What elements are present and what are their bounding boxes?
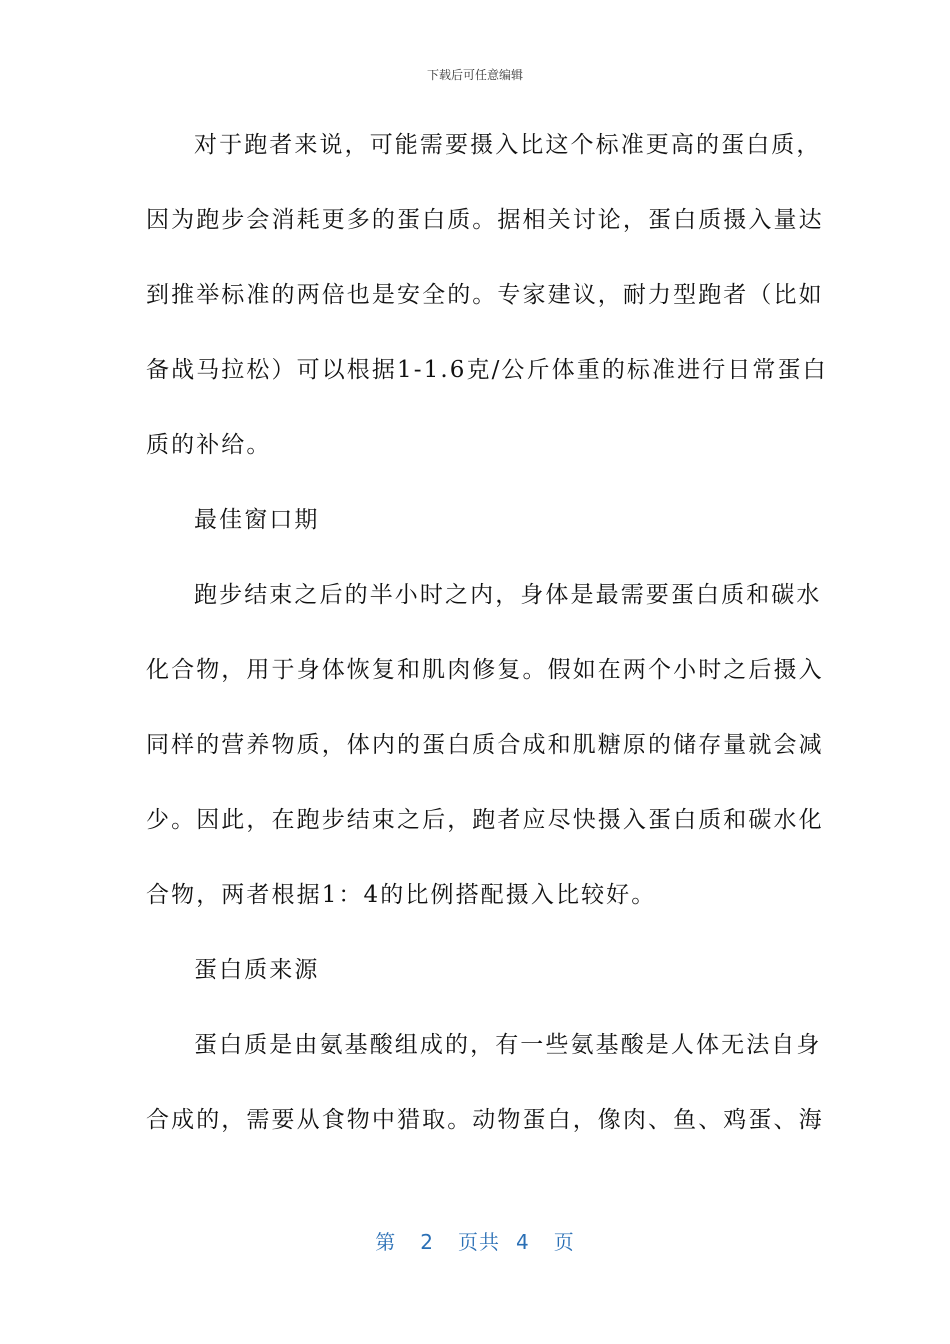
total-pages-number: 4	[516, 1230, 530, 1254]
paragraph-line: 同样的营养物质，体内的蛋白质合成和肌糖原的储存量就会减	[146, 732, 824, 758]
paragraph-line: 合物，两者根据1：4的比例搭配摄入比较好。	[146, 882, 657, 908]
page-middle: 页共	[458, 1230, 500, 1254]
paragraph-line: 质的补给。	[146, 432, 272, 458]
paragraph-line: 因为跑步会消耗更多的蛋白质。据相关讨论，蛋白质摄入量达	[146, 207, 824, 233]
page-footer	[0, 1226, 950, 1255]
paragraph-line: 到推举标准的两倍也是安全的。专家建议，耐力型跑者（比如	[146, 282, 824, 308]
paragraph-line: 备战马拉松）可以根据1-1.6克/公斤体重的标准进行日常蛋白	[146, 357, 828, 383]
paragraph-line: 少。因此，在跑步结束之后，跑者应尽快摄入蛋白质和碳水化	[146, 807, 824, 833]
page-suffix: 页	[553, 1230, 575, 1254]
page-header: 下载后可任意编辑	[426, 68, 523, 82]
paragraph-line: 化合物，用于身体恢复和肌肉修复。假如在两个小时之后摄入	[146, 657, 824, 683]
paragraph-line: 对于跑者来说，可能需要摄入比这个标准更高的蛋白质，	[194, 132, 822, 158]
paragraph-line: 跑步结束之后的半小时之内，身体是最需要蛋白质和碳水	[194, 582, 822, 608]
section-heading: 蛋白质来源	[194, 957, 320, 983]
current-page-number: 2	[420, 1230, 434, 1254]
section-heading: 最佳窗口期	[194, 507, 320, 533]
page-prefix: 第	[375, 1230, 397, 1254]
paragraph-line: 合成的，需要从食物中猎取。动物蛋白，像肉、鱼、鸡蛋、海	[146, 1107, 824, 1133]
paragraph-line: 蛋白质是由氨基酸组成的，有一些氨基酸是人体无法自身	[194, 1032, 822, 1058]
